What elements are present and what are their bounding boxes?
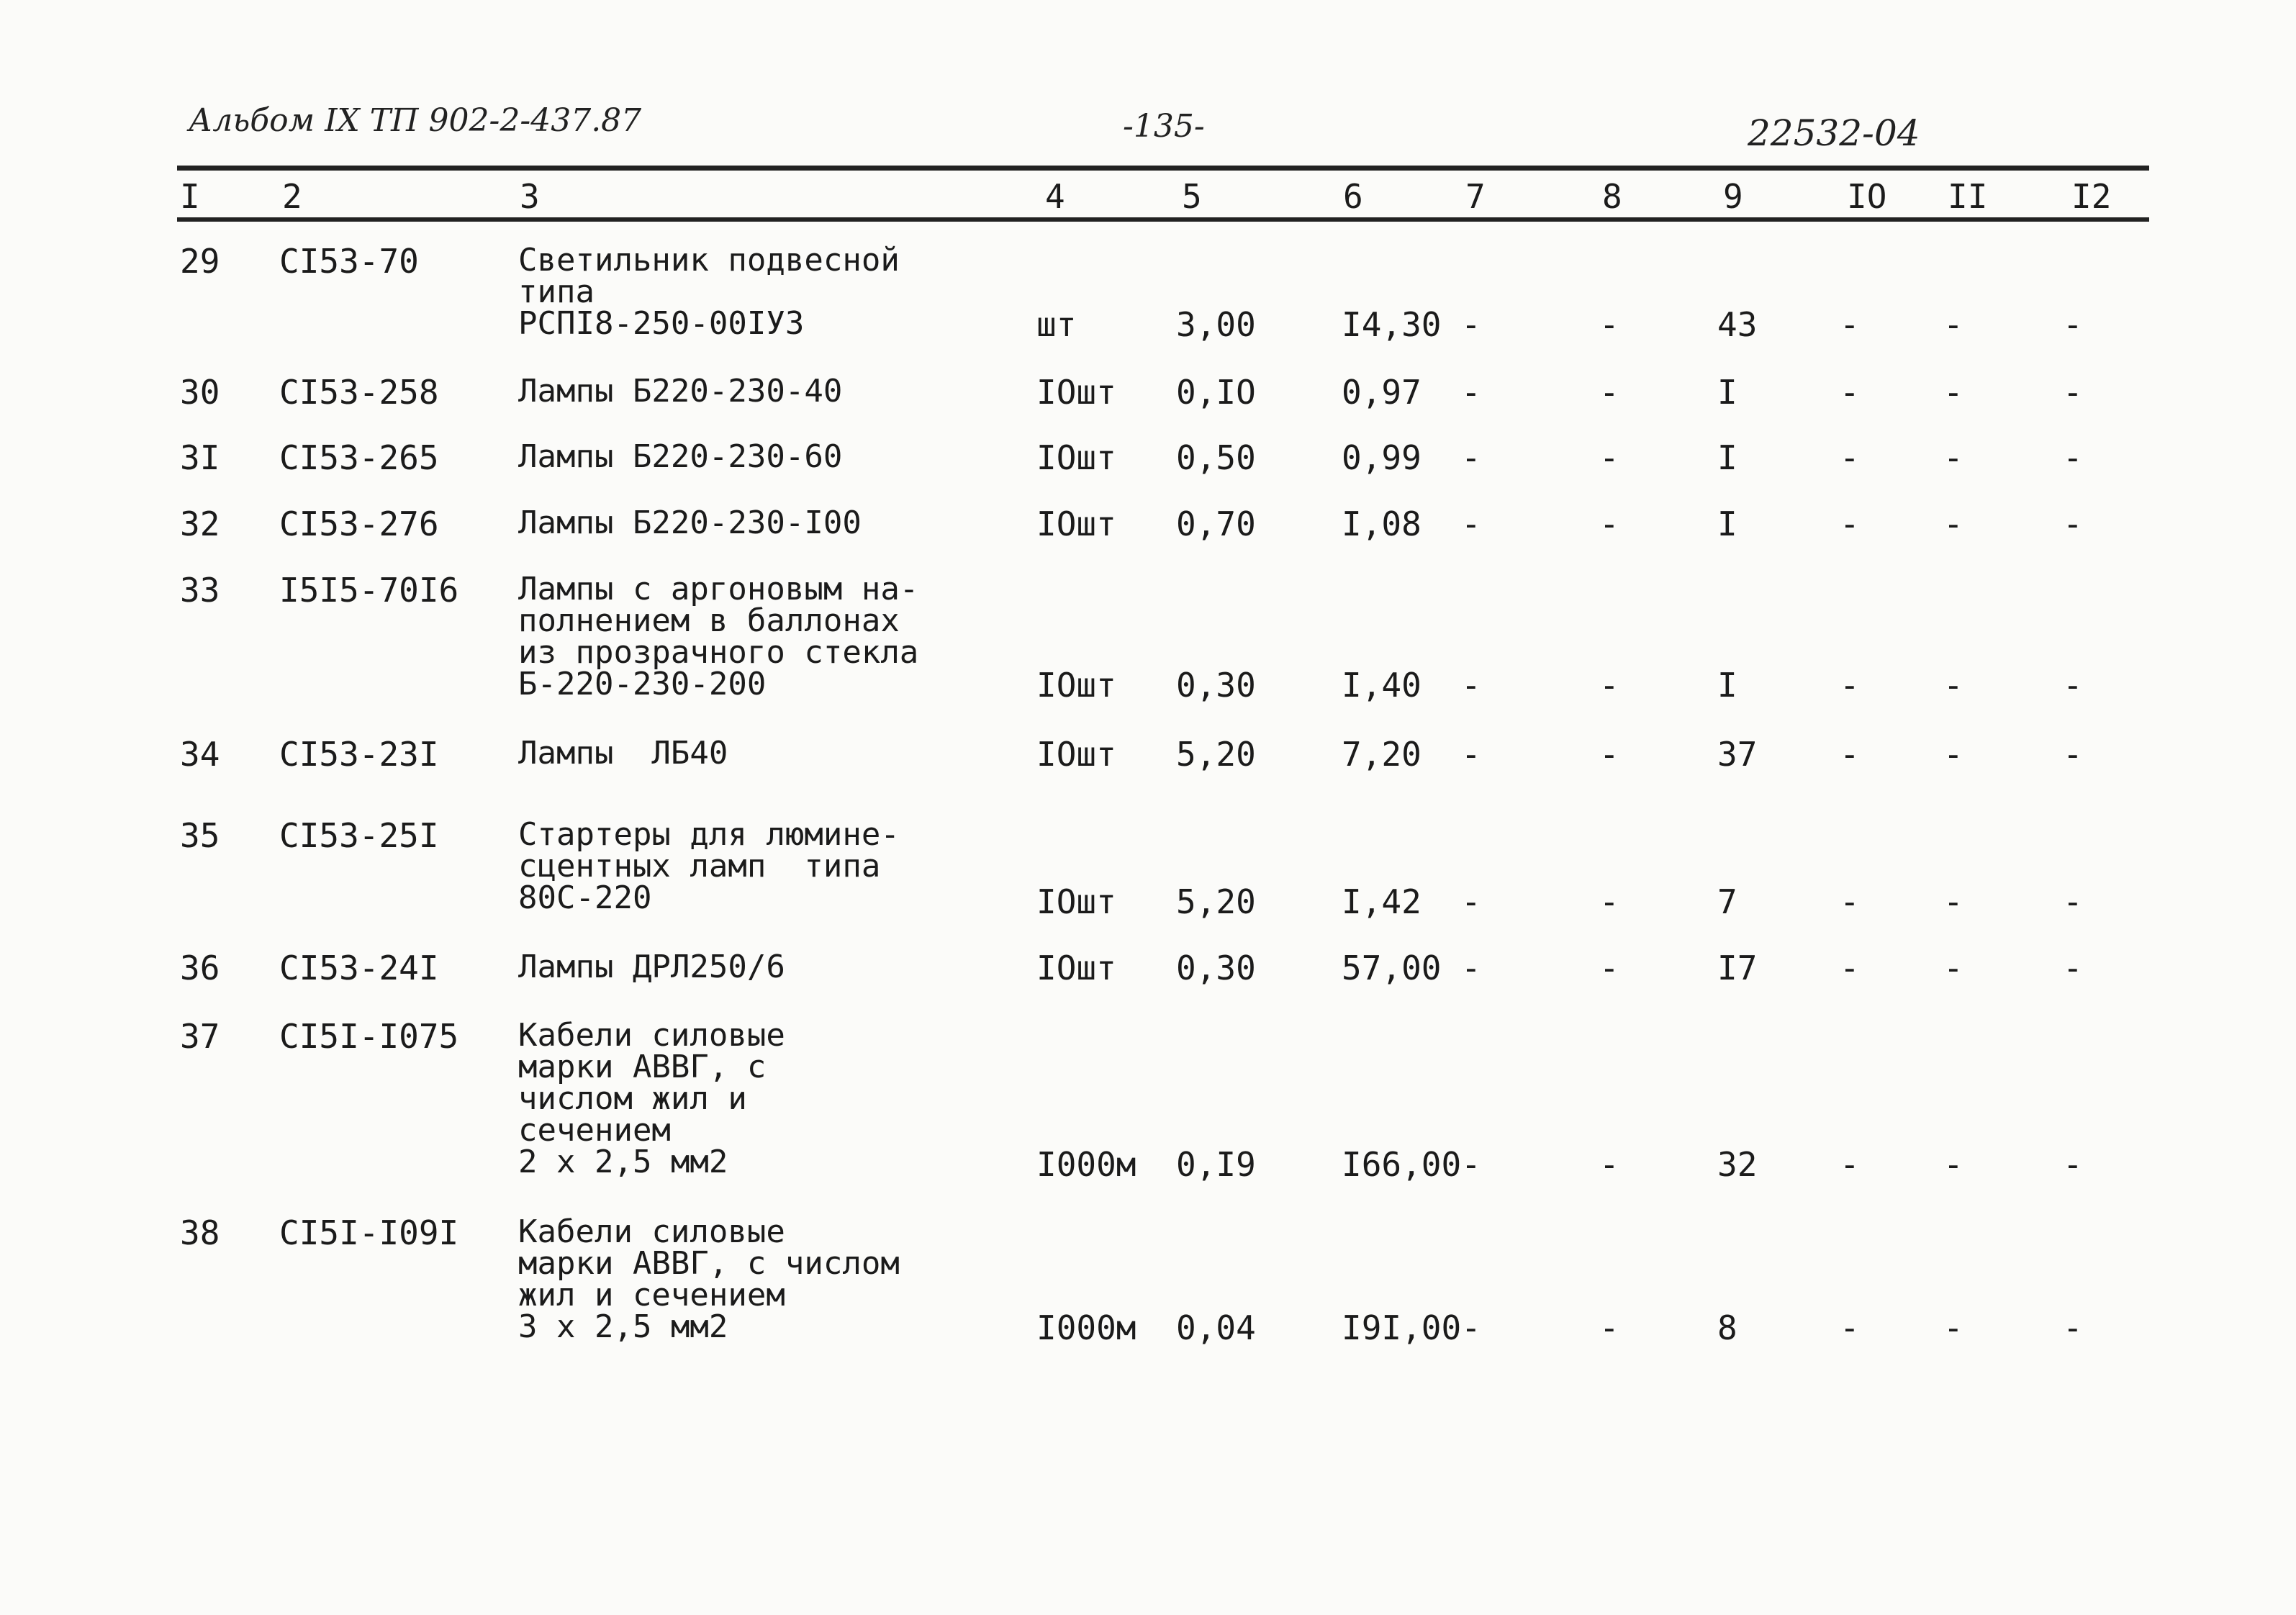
row-col12: - <box>2063 949 2083 987</box>
row-col9: 43 <box>1717 305 1758 344</box>
row-col7: - <box>1461 882 1481 921</box>
row-unit: IOшт <box>1036 666 1116 705</box>
row-col8: - <box>1599 373 1619 412</box>
row-col12: - <box>2063 882 2083 921</box>
row-col8: - <box>1599 1308 1619 1347</box>
row-code: CI5I-I075 <box>279 1017 459 1056</box>
row-col11: - <box>1943 666 1963 705</box>
top-rule <box>177 166 2149 171</box>
column-header: 2 <box>282 177 302 216</box>
row-code: I5I5-70I6 <box>279 571 459 610</box>
row-col8: - <box>1599 666 1619 705</box>
row-col10: - <box>1840 1145 1860 1184</box>
row-unit: IOшт <box>1036 882 1116 921</box>
row-unit: IOшт <box>1036 373 1116 412</box>
row-col11: - <box>1943 1145 1963 1184</box>
row-number: 36 <box>180 949 220 987</box>
column-header: 7 <box>1465 177 1486 216</box>
row-col9: 32 <box>1717 1145 1758 1184</box>
column-header: 4 <box>1045 177 1065 216</box>
row-description: Кабели силовые марки АВВГ, с числом жил и сечением 3 х 2,5 мм2 <box>518 1213 900 1345</box>
row-col9: 8 <box>1717 1308 1737 1347</box>
row-col12: - <box>2063 666 2083 705</box>
row-number: 29 <box>180 242 220 281</box>
row-col6: 57,00 <box>1342 949 1442 987</box>
row-number: 30 <box>180 373 220 412</box>
row-col5: 0,04 <box>1176 1308 1256 1347</box>
row-col8: - <box>1599 949 1619 987</box>
page-number: -135- <box>1123 108 1205 145</box>
row-number: 38 <box>180 1213 220 1252</box>
row-col6: I9I,00 <box>1342 1308 1462 1347</box>
row-code: CI53-265 <box>279 438 439 477</box>
row-col7: - <box>1461 305 1481 344</box>
row-col7: - <box>1461 666 1481 705</box>
row-col10: - <box>1840 666 1860 705</box>
row-code: CI53-258 <box>279 373 439 412</box>
row-unit: I000м <box>1036 1308 1136 1347</box>
row-col5: 5,20 <box>1176 735 1256 774</box>
column-header: I <box>180 177 200 216</box>
row-number: 33 <box>180 571 220 610</box>
row-col7: - <box>1461 373 1481 412</box>
row-unit: IOшт <box>1036 735 1116 774</box>
row-col6: 7,20 <box>1342 735 1422 774</box>
row-description: Лампы Б220-230-40 <box>518 373 843 410</box>
row-code: CI53-24I <box>279 949 439 987</box>
row-col6: I,08 <box>1342 505 1422 543</box>
row-col9: I7 <box>1717 949 1758 987</box>
row-description: Лампы ЛБ40 <box>518 735 728 772</box>
column-header: I2 <box>2071 177 2112 216</box>
row-col6: 0,97 <box>1342 373 1422 412</box>
column-header: IO <box>1847 177 1887 216</box>
row-description: Лампы ДРЛ250/6 <box>518 949 785 985</box>
row-col7: - <box>1461 735 1481 774</box>
row-description: Лампы с аргоновым на- полнением в баллонах из прозрачного стекла Б-220-230-200 <box>518 571 919 702</box>
row-code: CI53-23I <box>279 735 439 774</box>
row-col11: - <box>1943 882 1963 921</box>
row-col6: I,40 <box>1342 666 1422 705</box>
row-col6: I,42 <box>1342 882 1422 921</box>
row-col11: - <box>1943 949 1963 987</box>
row-col7: - <box>1461 1308 1481 1347</box>
row-col10: - <box>1840 882 1860 921</box>
row-col7: - <box>1461 438 1481 477</box>
row-col10: - <box>1840 438 1860 477</box>
row-code: CI53-70 <box>279 242 419 281</box>
row-col12: - <box>2063 305 2083 344</box>
row-col11: - <box>1943 505 1963 543</box>
row-unit: шт <box>1036 305 1077 344</box>
row-col10: - <box>1840 505 1860 543</box>
row-col6: I4,30 <box>1342 305 1442 344</box>
row-col9: I <box>1717 666 1737 705</box>
row-col12: - <box>2063 438 2083 477</box>
header-rule <box>177 217 2149 222</box>
row-col10: - <box>1840 373 1860 412</box>
column-header: 8 <box>1602 177 1622 216</box>
row-col5: 0,50 <box>1176 438 1256 477</box>
column-header: 9 <box>1723 177 1743 216</box>
row-col10: - <box>1840 305 1860 344</box>
row-number: 34 <box>180 735 220 774</box>
row-code: CI5I-I09I <box>279 1213 459 1252</box>
row-col10: - <box>1840 949 1860 987</box>
row-col5: 5,20 <box>1176 882 1256 921</box>
row-number: 32 <box>180 505 220 543</box>
row-col7: - <box>1461 1145 1481 1184</box>
row-col11: - <box>1943 305 1963 344</box>
row-col8: - <box>1599 305 1619 344</box>
album-label: Альбом IX ТП 902-2-437.87 <box>189 102 642 139</box>
row-col11: - <box>1943 373 1963 412</box>
row-description: Стартеры для люмине- сцентных ламп типа 80C-220 <box>518 816 900 916</box>
row-col11: - <box>1943 735 1963 774</box>
row-description: Светильник подвесной типа РСПI8-250-00IУ3 <box>518 242 900 342</box>
row-col9: I <box>1717 373 1737 412</box>
row-col12: - <box>2063 1145 2083 1184</box>
row-unit: IOшт <box>1036 949 1116 987</box>
row-col12: - <box>2063 1308 2083 1347</box>
row-col12: - <box>2063 505 2083 543</box>
row-col8: - <box>1599 438 1619 477</box>
row-description: Кабели силовые марки АВВГ, с числом жил и сечением 2 х 2,5 мм2 <box>518 1017 785 1180</box>
row-unit: IOшт <box>1036 438 1116 477</box>
row-col10: - <box>1840 1308 1860 1347</box>
row-col5: 3,00 <box>1176 305 1256 344</box>
row-col10: - <box>1840 735 1860 774</box>
row-col5: 0,30 <box>1176 949 1256 987</box>
row-description: Лампы Б220-230-I00 <box>518 505 862 541</box>
row-number: 3I <box>180 438 220 477</box>
row-col8: - <box>1599 882 1619 921</box>
row-number: 37 <box>180 1017 220 1056</box>
row-unit: I000м <box>1036 1145 1136 1184</box>
row-col8: - <box>1599 735 1619 774</box>
row-unit: IOшт <box>1036 505 1116 543</box>
row-col6: I66,00 <box>1342 1145 1462 1184</box>
row-code: CI53-276 <box>279 505 439 543</box>
row-col5: 0,I9 <box>1176 1145 1256 1184</box>
row-col8: - <box>1599 1145 1619 1184</box>
row-col5: 0,IO <box>1176 373 1256 412</box>
row-code: CI53-25I <box>279 816 439 855</box>
row-col9: I <box>1717 505 1737 543</box>
row-col7: - <box>1461 949 1481 987</box>
column-header: 3 <box>520 177 540 216</box>
column-header: 6 <box>1343 177 1363 216</box>
row-col5: 0,70 <box>1176 505 1256 543</box>
row-col12: - <box>2063 735 2083 774</box>
row-col9: 37 <box>1717 735 1758 774</box>
row-col8: - <box>1599 505 1619 543</box>
row-col11: - <box>1943 1308 1963 1347</box>
row-col9: 7 <box>1717 882 1737 921</box>
row-col7: - <box>1461 505 1481 543</box>
document-code: 22532-04 <box>1748 112 1920 154</box>
row-col5: 0,30 <box>1176 666 1256 705</box>
row-number: 35 <box>180 816 220 855</box>
row-col12: - <box>2063 373 2083 412</box>
row-col9: I <box>1717 438 1737 477</box>
row-col6: 0,99 <box>1342 438 1422 477</box>
column-header: II <box>1948 177 1988 216</box>
row-description: Лампы Б220-230-60 <box>518 438 843 475</box>
column-header: 5 <box>1182 177 1202 216</box>
row-col11: - <box>1943 438 1963 477</box>
